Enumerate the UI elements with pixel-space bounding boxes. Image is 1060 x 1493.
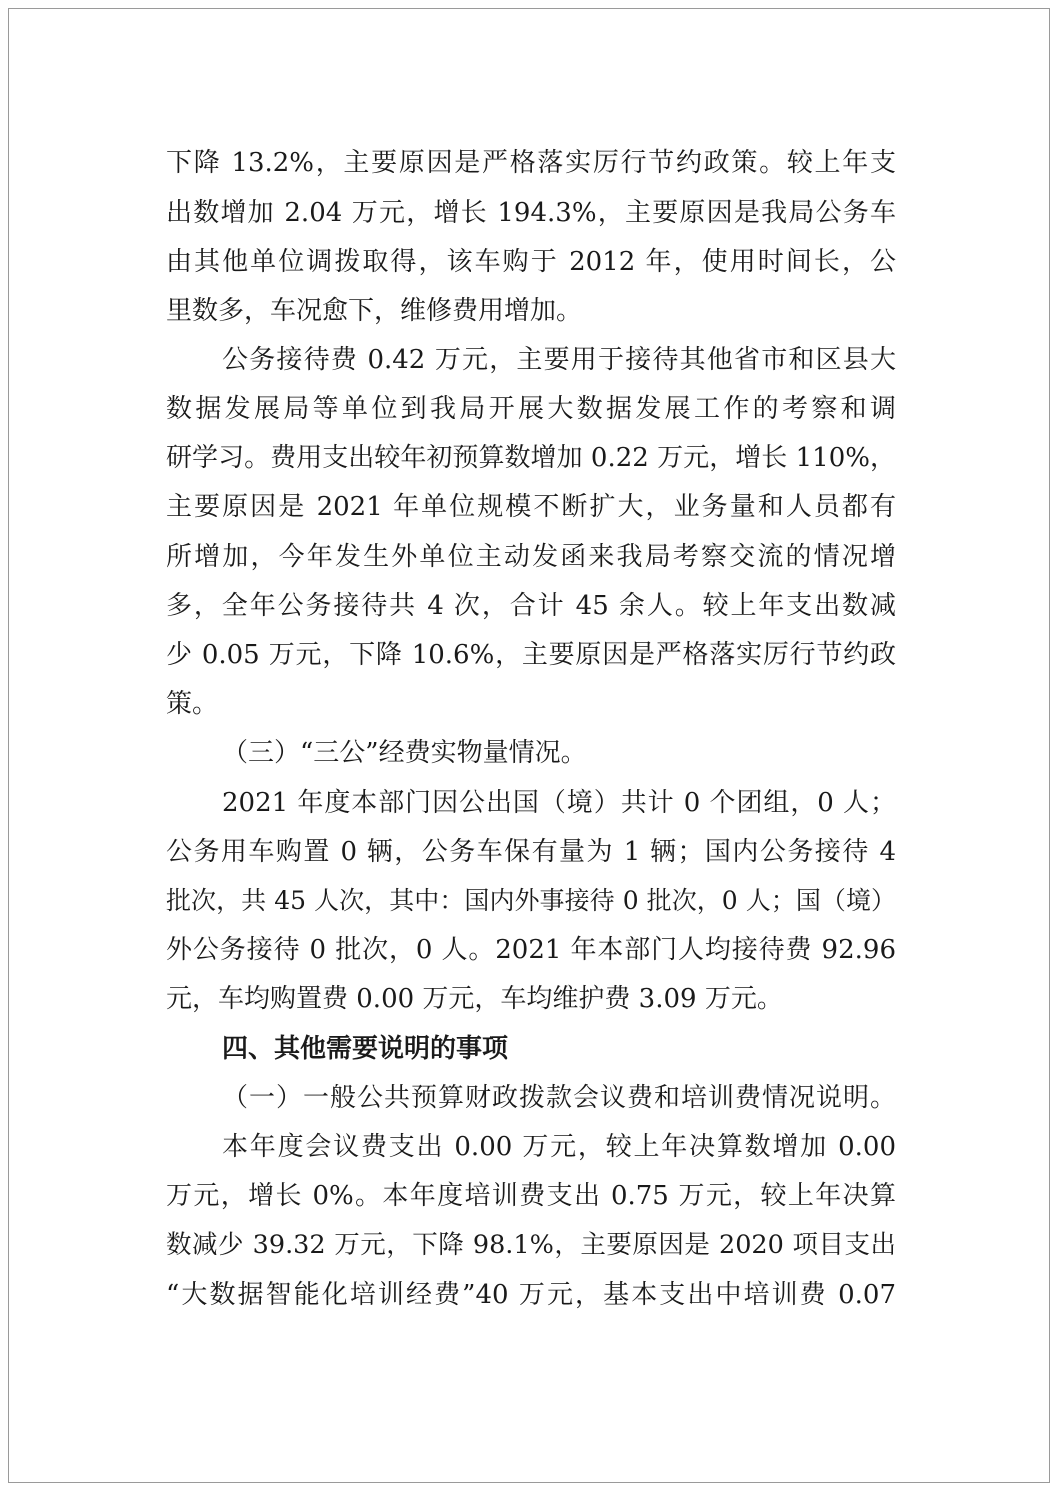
subsection-heading: （三）“三公”经费实物量情况。 bbox=[222, 738, 587, 768]
text-line: 少 0.05 万元，下降 10.6%，主要原因是严格落实厉行节约政 bbox=[166, 640, 896, 670]
text-line: 由其他单位调拨取得，该车购于 2012 年，使用时间长，公 bbox=[166, 247, 896, 277]
text-line: 下降 13.2%，主要原因是严格落实厉行节约政策。较上年支 bbox=[166, 148, 896, 178]
text-line: 研学习。费用支出较年初预算数增加 0.22 万元，增长 110%， bbox=[166, 443, 896, 473]
subsection-heading: （一）一般公共预算财政拨款会议费和培训费情况说明。 bbox=[222, 1083, 896, 1113]
text-line: 主要原因是 2021 年单位规模不断扩大，业务量和人员都有 bbox=[166, 492, 896, 522]
paragraph-start-line: 公务接待费 0.42 万元，主要用于接待其他省市和区县大 bbox=[222, 345, 896, 375]
text-line: 万元，增长 0%。本年度培训费支出 0.75 万元，较上年决算 bbox=[166, 1181, 896, 1211]
text-line: 出数增加 2.04 万元，增长 194.3%，主要原因是我局公务车 bbox=[166, 198, 896, 228]
paragraph-start-line: 2021 年度本部门因公出国（境）共计 0 个团组，0 人； bbox=[222, 788, 896, 818]
section-heading: 四、其他需要说明的事项 bbox=[222, 1034, 509, 1064]
text-line: 外公务接待 0 批次，0 人。2021 年本部门人均接待费 92.96 bbox=[166, 935, 896, 965]
text-line: 数减少 39.32 万元，下降 98.1%，主要原因是 2020 项目支出 bbox=[166, 1230, 896, 1260]
text-line: 数据发展局等单位到我局开展大数据发展工作的考察和调 bbox=[166, 394, 896, 424]
text-line: 批次，共 45 人次，其中：国内外事接待 0 批次，0 人；国（境） bbox=[166, 886, 896, 915]
text-line: 公务用车购置 0 辆，公务车保有量为 1 辆；国内公务接待 4 bbox=[166, 837, 896, 867]
text-line: 里数多，车况愈下，维修费用增加。 bbox=[166, 296, 583, 326]
text-line: 所增加，今年发生外单位主动发函来我局考察交流的情况增 bbox=[166, 542, 896, 572]
paragraph-start-line: 本年度会议费支出 0.00 万元，较上年决算数增加 0.00 bbox=[222, 1132, 896, 1162]
text-line: “大数据智能化培训经费”40 万元，基本支出中培训费 0.07 bbox=[166, 1280, 896, 1310]
text-line: 多，全年公务接待共 4 次，合计 45 余人。较上年支出数减 bbox=[166, 591, 896, 621]
text-line: 元，车均购置费 0.00 万元，车均维护费 3.09 万元。 bbox=[166, 984, 783, 1014]
text-line: 策。 bbox=[166, 689, 219, 719]
